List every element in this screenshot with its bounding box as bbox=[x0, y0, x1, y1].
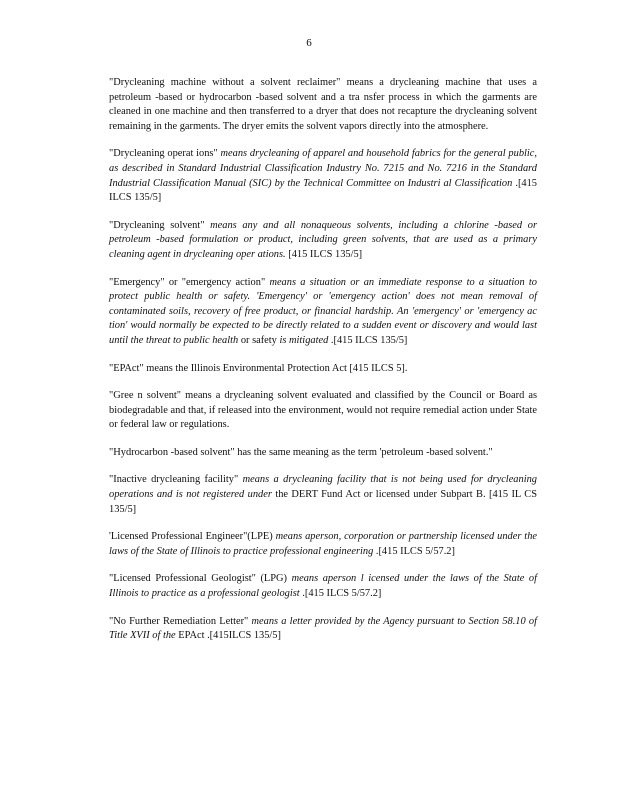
definition-body: means a drycleaning machine that uses a petroleum -based or hydrocarbon -based solvent and a tra nsfer process in which the garments are cleaned in one machine and then transferred to a dryer that does not recapture the drycleaning solvent remaining in the garments. The dryer emits the solvent vapors directly into the atmosphere. bbox=[109, 77, 537, 132]
definition-hydrocarbon-based-solvent bbox=[109, 446, 537, 461]
definition-emergency bbox=[109, 276, 537, 349]
definition-inserted-text: the DERT Fund Act or licensed under Subpart B. bbox=[275, 489, 486, 501]
definition-citation: .[415 ILCS 5/57.2] bbox=[375, 545, 455, 557]
definition-term: "Hydrocarbon -based solvent" bbox=[109, 446, 235, 458]
definition-term: "Inactive drycleaning facility" bbox=[109, 474, 239, 486]
definition-statutory-text: means a situation or an immediate response to a situation to protect public health or safety. 'Emergency' or 'emergency action' does not mean removal of contaminated soils, recovery of free product, or financial hardship. An 'emergency' or 'emergency ac tion' would normally be expected to be directly related to a sudden event or discovery and would last until the threat to public health bbox=[109, 276, 537, 346]
definition-statutory-text-continued: is mitigated bbox=[279, 334, 329, 346]
definition-statutory-text: means any and all nonaqueous solvents, including a chlorine -based or petroleum -based formulation or product, including green solvents, that are used as a primary cleaning agent in drycleaning oper ations. bbox=[109, 219, 537, 260]
definition-citation: [415 ILCS 135/5] bbox=[288, 248, 363, 260]
definition-no-further-remediation-letter bbox=[109, 615, 537, 644]
definition-term: "Drycleaning machine without a solvent reclaimer" bbox=[109, 77, 341, 88]
definition-inactive-drycleaning-facility bbox=[109, 473, 537, 517]
definition-citation: .[415 ILCS 135/5] bbox=[330, 334, 408, 346]
page-number: 6 bbox=[306, 37, 312, 49]
definition-drycleaning-machine-without-reclaimer bbox=[109, 76, 537, 134]
definition-statutory-text: means aperson l icensed under the laws of the State of Illinois to practice as a professional geologist bbox=[109, 573, 537, 600]
definition-epact bbox=[109, 362, 537, 377]
definition-term: 'Licensed Professional Engineer"(LPE) bbox=[109, 531, 273, 543]
definition-citation: .[415ILCS 135/5] bbox=[207, 630, 281, 642]
definition-term: "EPAct" bbox=[109, 362, 144, 374]
definition-drycleaning-operations bbox=[109, 147, 537, 205]
definition-statutory-text: means aperson, corporation or partnership licensed under the laws of the State of Illinois to practice professional engineering bbox=[109, 531, 537, 557]
definition-inserted-text: or safety bbox=[240, 334, 277, 346]
definition-green-solvent bbox=[109, 389, 537, 433]
definition-term: "Licensed Professional Geologist" (LPG) bbox=[109, 573, 288, 585]
definition-statutory-text: means a letter provided by the Agency pursuant to Section 58.10 of Title XVII of the bbox=[109, 615, 537, 642]
definition-term: "Gree n solvent" bbox=[109, 390, 182, 402]
definition-citation: [415 IL CS 135/5] bbox=[109, 489, 538, 515]
definition-licensed-professional-geologist bbox=[109, 572, 537, 601]
definition-citation: .[415 ILCS 5/57.2] bbox=[302, 588, 382, 600]
definition-statutory-text: means drycleaning of apparel and household fabrics for the general public, as described in Standard Industrial Classification Industry No. 7215 and No. 7216 in the Standard Industrial Classification Manual (SIC) by the Technical Committee on Industri al Classification bbox=[109, 148, 537, 189]
definition-citation: .[415 ILCS 135/5] bbox=[109, 177, 537, 204]
definition-term: "Emergency" or "emergency action" bbox=[109, 276, 266, 288]
definition-body: has the same meaning as the term 'petroleum -based solvent." bbox=[237, 446, 493, 458]
definition-term: "Drycleaning operat ions" bbox=[109, 148, 218, 160]
definition-body: means a drycleaning solvent evaluated and classified by the Council or Board as biodegradable and that, if released into the environment, would not require remedial action under State or federal law or regulations. bbox=[109, 390, 537, 431]
definition-body: means the Illinois Environmental Protection Act [415 ILCS 5]. bbox=[146, 362, 408, 374]
definition-statutory-text: means a drycleaning facility that is not being used for drycleaning operations and is not registered under bbox=[109, 474, 537, 501]
definition-inserted-text: EPAct bbox=[178, 630, 205, 642]
definition-term: "Drycleaning solvent" bbox=[109, 219, 205, 231]
definitions-list bbox=[109, 76, 537, 657]
definition-licensed-professional-engineer bbox=[109, 530, 537, 559]
definition-drycleaning-solvent bbox=[109, 219, 537, 263]
definition-term: "No Further Remediation Letter" bbox=[109, 615, 249, 627]
